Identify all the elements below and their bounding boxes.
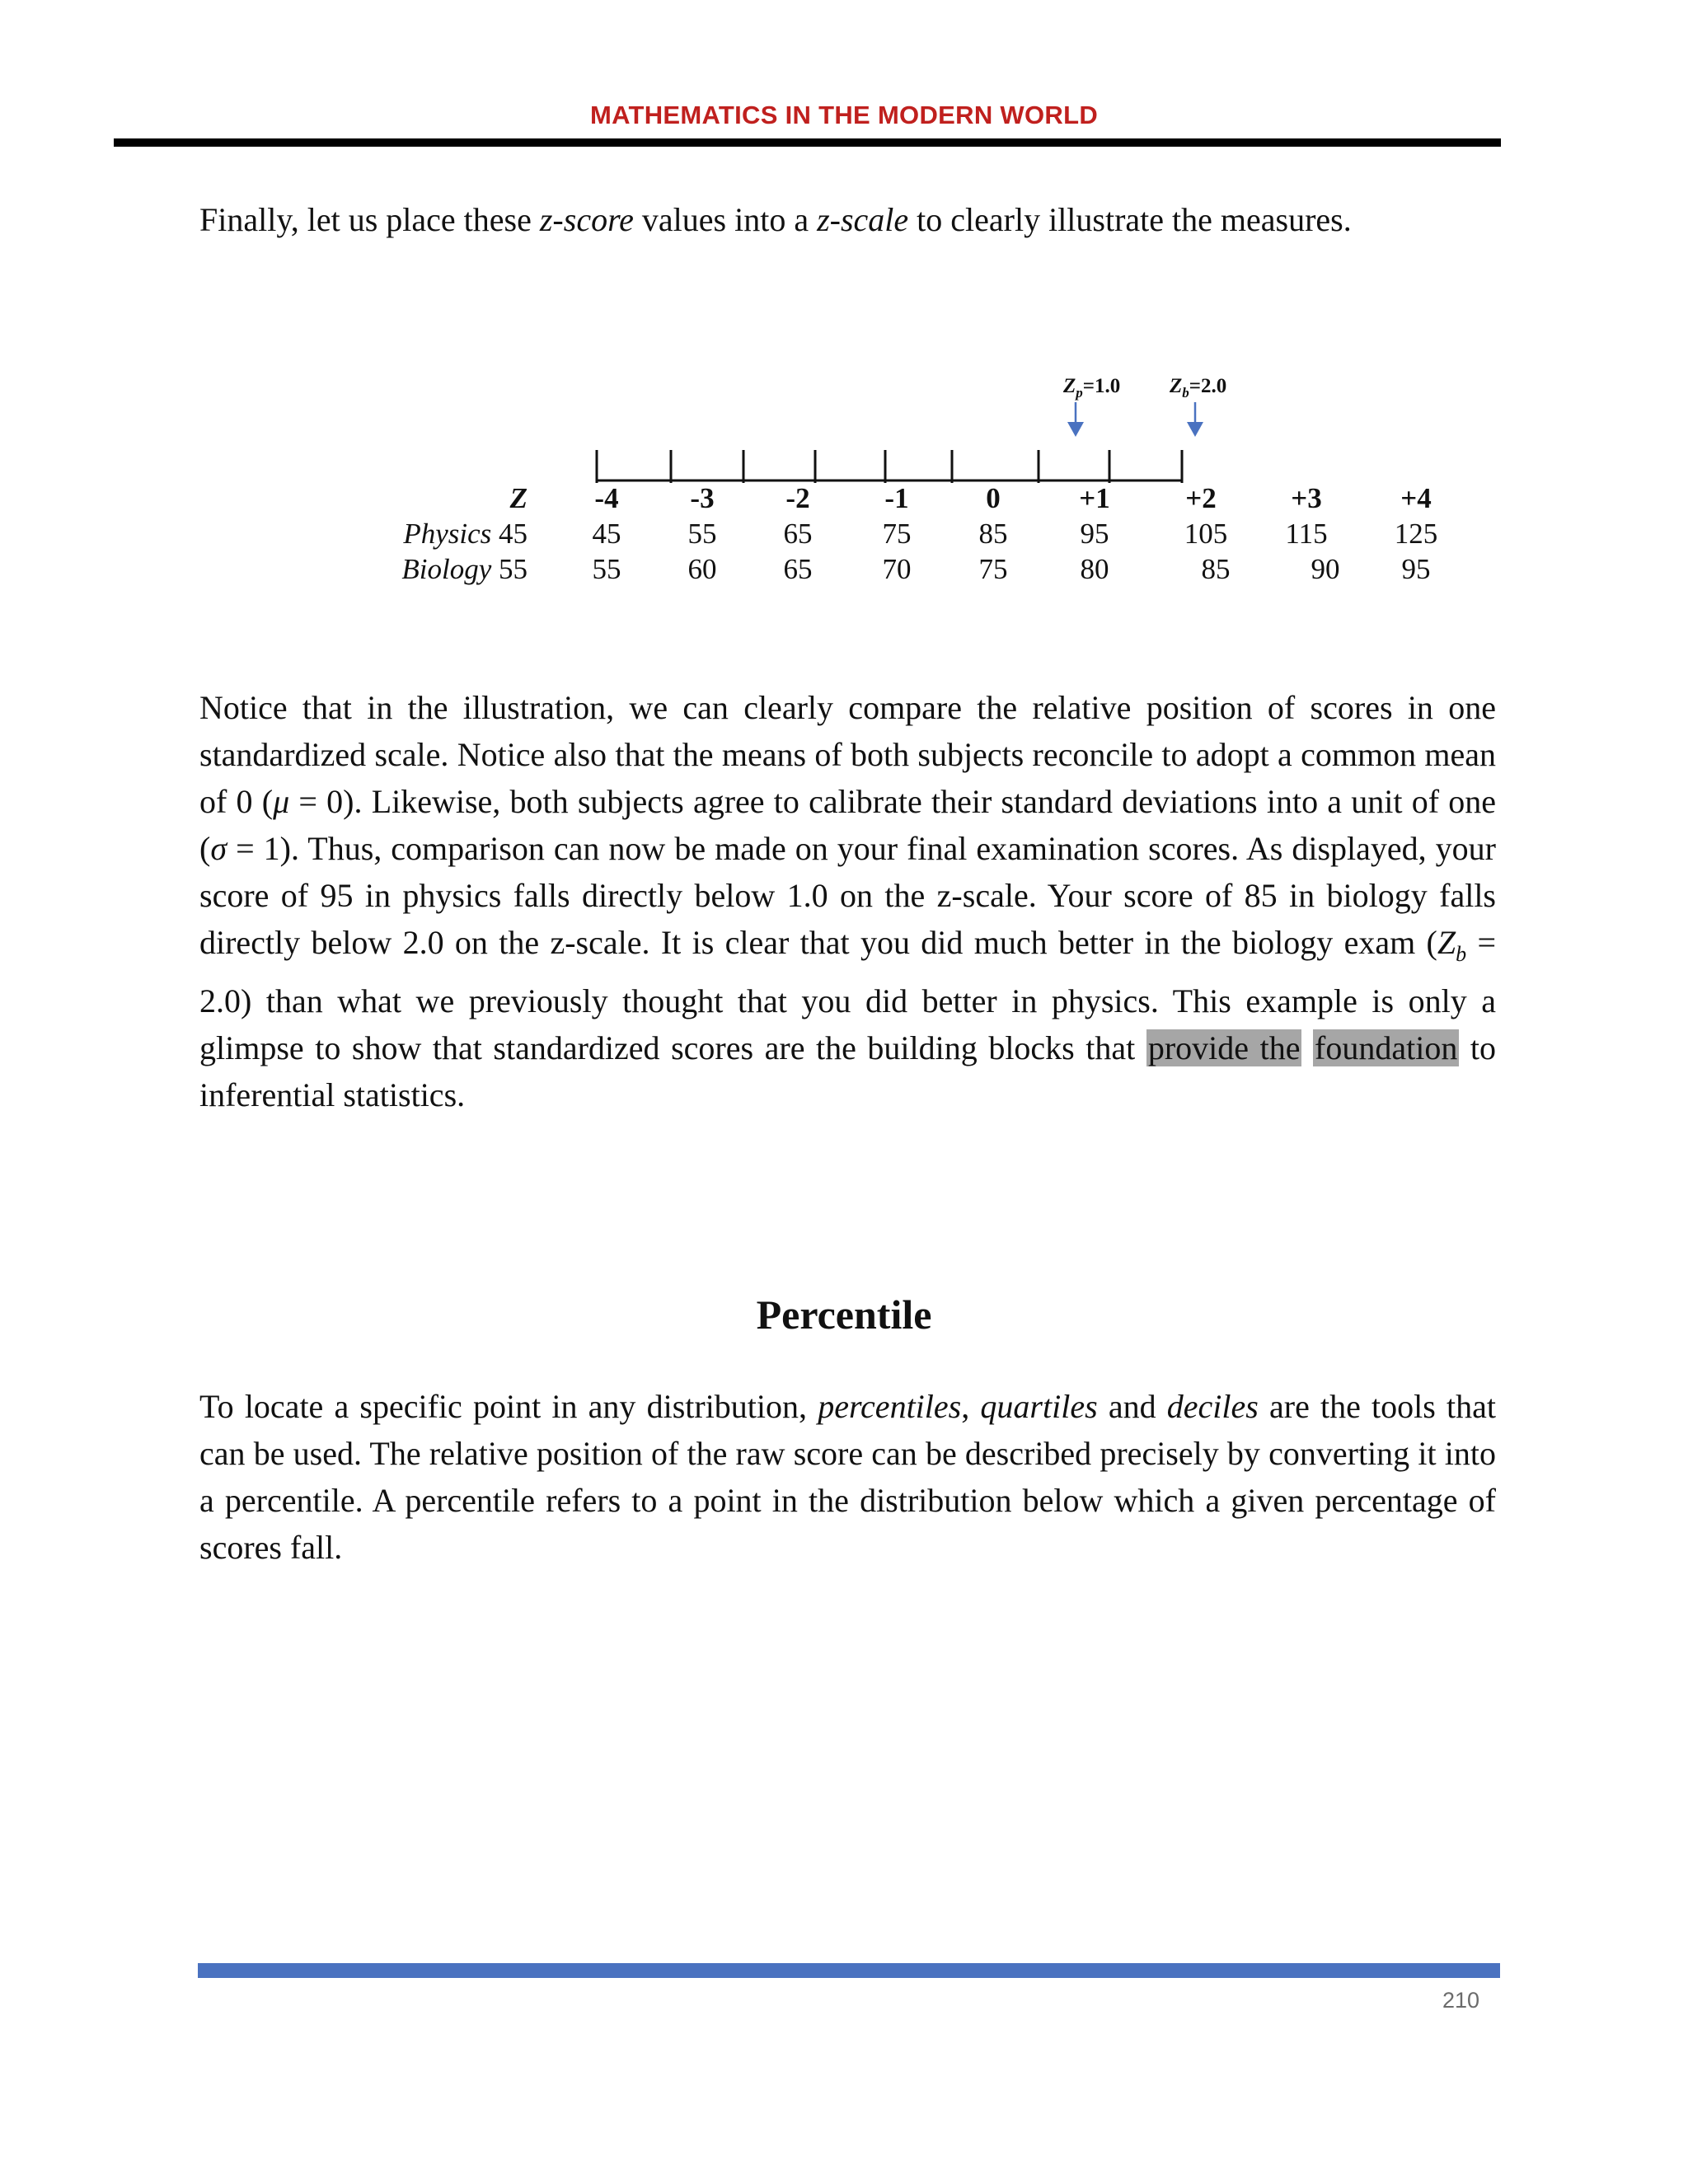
- section-heading-percentile: Percentile: [756, 1291, 932, 1338]
- physics-value: 45: [592, 518, 621, 550]
- percentile-text: ,: [961, 1388, 981, 1425]
- z-scale-table: [0, 482, 1688, 598]
- z-value: -1: [884, 482, 909, 514]
- footer-rule: [198, 1963, 1500, 1978]
- notice-text: = 1). Thus, comparison can now be made on your final examination scores. As displayed, your score of 95 in physics falls directly below 1.0 on the z-scale. Your score of 85 in biology falls directly below 2.0 on the z-scale. It is clear that you did much better in the biology exam (: [199, 830, 1496, 961]
- notice-text: [1301, 1029, 1313, 1066]
- page-number: 210: [1442, 1988, 1479, 2013]
- physics-value: 55: [687, 518, 717, 550]
- biology-value: 90: [1311, 553, 1340, 585]
- z-value: +2: [1185, 482, 1217, 514]
- notice-text: to inferential statistics.: [199, 1029, 1496, 1113]
- running-title: MATHEMATICS IN THE MODERN WORLD: [589, 101, 1099, 129]
- biology-value: 95: [1401, 553, 1431, 585]
- marker-label-biology: [1170, 375, 1226, 401]
- biology-value: 80: [1080, 553, 1109, 585]
- notice-text: = 0). Likewise, both subjects agree to calibrate their standard deviations into a unit of one (: [199, 783, 1496, 867]
- highlighted-text: foundation: [1315, 1029, 1458, 1066]
- zb-symbol: Z: [1437, 924, 1456, 961]
- z-value: +1: [1079, 482, 1110, 514]
- notice-paragraph: [199, 684, 1496, 1118]
- term-percentiles: percentiles: [818, 1388, 962, 1425]
- physics-value: 105: [1184, 518, 1228, 550]
- intro-text: to clearly illustrate the measures.: [908, 201, 1352, 238]
- z-value: 0: [986, 482, 1001, 514]
- notice-text: Notice that in the illustration, we can clearly compare the relative position of scores in one standardized scale. Notice also that the means of both subjects reconcile to adopt a common mean of 0 (: [199, 689, 1496, 820]
- physics-value: 95: [1080, 518, 1109, 550]
- term-quartiles: quartiles: [980, 1388, 1098, 1425]
- mu-symbol: μ: [273, 783, 290, 820]
- biology-value: 60: [687, 553, 717, 585]
- biology-mean: 55: [499, 553, 528, 585]
- percentile-text: To locate a specific point in any distribution,: [199, 1388, 818, 1425]
- biology-value: 75: [978, 553, 1008, 585]
- intro-term-z-scale: z-scale: [817, 201, 909, 238]
- biology-value: 65: [783, 553, 813, 585]
- physics-value: 65: [783, 518, 813, 550]
- marker-sub: p: [1076, 385, 1083, 401]
- biology-value: 70: [882, 553, 912, 585]
- row-label-z: Z: [509, 482, 528, 514]
- row-label-biology: [401, 553, 528, 586]
- z-value: -2: [785, 482, 810, 514]
- physics-label: Physics: [403, 518, 492, 550]
- physics-value: 75: [882, 518, 912, 550]
- percentile-text: and: [1097, 1388, 1167, 1425]
- z-scale-axis: [595, 443, 1189, 485]
- arrow-down-icon: [1063, 402, 1088, 443]
- physics-value: 85: [978, 518, 1008, 550]
- intro-text: values into a: [633, 201, 818, 238]
- zb-subscript: b: [1456, 942, 1467, 966]
- arrow-down-icon: [1183, 402, 1207, 443]
- intro-paragraph: [199, 196, 1496, 243]
- header-rule: [114, 138, 1501, 147]
- z-value: -3: [690, 482, 715, 514]
- marker-z: Z: [1170, 375, 1183, 397]
- marker-value: =1.0: [1082, 375, 1121, 397]
- term-deciles: deciles: [1166, 1388, 1259, 1425]
- z-value: +3: [1291, 482, 1322, 514]
- highlighted-text: provide the: [1147, 1029, 1301, 1066]
- sigma-symbol: σ: [210, 830, 227, 867]
- notice-text: = 2.0) than what we previously thought that you did better in physics. This example is only a glimpse to show that standardized scores are the building blocks that: [199, 924, 1497, 1066]
- marker-sub: b: [1182, 385, 1189, 401]
- percentile-text: are the tools that can be used. The relative position of the raw score can be described precisely by converting it into a percentile. A percentile refers to a point in the distribution below which a given percentage of scores fall.: [199, 1388, 1497, 1566]
- intro-term-z-score: z-score: [539, 201, 634, 238]
- physics-value: 125: [1394, 518, 1438, 550]
- marker-z: Z: [1063, 375, 1076, 397]
- biology-label: Biology: [401, 553, 492, 585]
- z-value: +4: [1400, 482, 1432, 514]
- physics-value: 115: [1285, 518, 1328, 550]
- marker-label-physics: [1063, 375, 1120, 401]
- marker-value: =2.0: [1189, 375, 1227, 397]
- percentile-paragraph: [199, 1383, 1496, 1571]
- row-label-physics: [403, 518, 528, 551]
- physics-mean: 45: [499, 518, 528, 550]
- biology-value: 85: [1201, 553, 1231, 585]
- intro-text: Finally, let us place these: [199, 201, 540, 238]
- biology-value: 55: [592, 553, 621, 585]
- z-value: -4: [594, 482, 619, 514]
